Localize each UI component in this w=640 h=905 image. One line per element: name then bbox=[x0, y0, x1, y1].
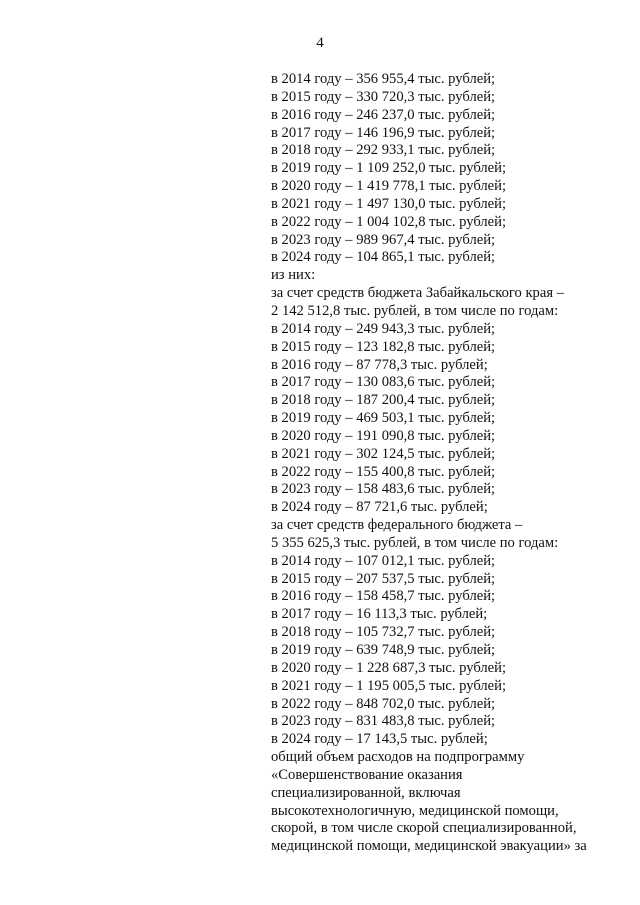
text-line: в 2017 году – 146 196,9 тыс. рублей; bbox=[271, 124, 496, 141]
text-line: за счет средств бюджета Забайкальского края – bbox=[271, 285, 564, 302]
text-line: специализированной, включая bbox=[271, 784, 461, 801]
text-line: медицинской помощи, медицинской эвакуации» за bbox=[271, 838, 587, 855]
text-line: в 2021 году – 302 124,5 тыс. рублей; bbox=[271, 445, 496, 462]
text-line: высокотехнологичную, медицинской помощи, bbox=[271, 802, 559, 819]
text-line: в 2016 году – 87 778,3 тыс. рублей; bbox=[271, 356, 488, 373]
text-line: в 2019 году – 469 503,1 тыс. рублей; bbox=[271, 410, 496, 427]
text-line: в 2020 году – 1 419 778,1 тыс. рублей; bbox=[271, 178, 507, 195]
text-line: в 2023 году – 989 967,4 тыс. рублей; bbox=[271, 231, 496, 248]
text-line: в 2022 году – 848 702,0 тыс. рублей; bbox=[271, 695, 496, 712]
text-line: в 2023 году – 831 483,8 тыс. рублей; bbox=[271, 713, 496, 730]
text-line: в 2024 году – 87 721,6 тыс. рублей; bbox=[271, 499, 488, 516]
text-line: в 2023 году – 158 483,6 тыс. рублей; bbox=[271, 481, 496, 498]
text-line: в 2022 году – 155 400,8 тыс. рублей; bbox=[271, 463, 496, 480]
text-line: в 2022 году – 1 004 102,8 тыс. рублей; bbox=[271, 213, 507, 230]
text-line: в 2024 году – 17 143,5 тыс. рублей; bbox=[271, 731, 488, 748]
text-line: в 2020 году – 1 228 687,3 тыс. рублей; bbox=[271, 659, 507, 676]
text-line: в 2017 году – 16 113,3 тыс. рублей; bbox=[271, 606, 488, 623]
text-line: в 2021 году – 1 497 130,0 тыс. рублей; bbox=[271, 195, 507, 212]
text-line: в 2018 году – 187 200,4 тыс. рублей; bbox=[271, 392, 496, 409]
text-line: в 2018 году – 105 732,7 тыс. рублей; bbox=[271, 624, 496, 641]
text-line: в 2015 году – 123 182,8 тыс. рублей; bbox=[271, 338, 496, 355]
text-line: в 2016 году – 246 237,0 тыс. рублей; bbox=[271, 106, 496, 123]
page-number: 4 bbox=[316, 35, 324, 51]
text-line: 5 355 625,3 тыс. рублей, в том числе по годам: bbox=[271, 534, 559, 551]
text-line: в 2014 году – 107 012,1 тыс. рублей; bbox=[271, 552, 496, 569]
text-line: в 2015 году – 330 720,3 тыс. рублей; bbox=[271, 88, 496, 105]
text-line: в 2014 году – 356 955,4 тыс. рублей; bbox=[271, 71, 496, 87]
text-line: в 2016 году – 158 458,7 тыс. рублей; bbox=[271, 588, 496, 605]
text-line: 2 142 512,8 тыс. рублей, в том числе по годам: bbox=[271, 302, 559, 319]
text-line: за счет средств федерального бюджета – bbox=[271, 517, 523, 534]
text-line: общий объем расходов на подпрограмму bbox=[271, 749, 525, 766]
text-line: скорой, в том числе скорой специализированной, bbox=[271, 820, 577, 837]
text-line: в 2019 году – 1 109 252,0 тыс. рублей; bbox=[271, 160, 507, 177]
text-line: «Совершенствование оказания bbox=[271, 766, 463, 783]
text-line: из них: bbox=[271, 267, 316, 284]
text-line: в 2019 году – 639 748,9 тыс. рублей; bbox=[271, 642, 496, 658]
text-line: в 2017 году – 130 083,6 тыс. рублей; bbox=[271, 374, 496, 391]
text-line: в 2015 году – 207 537,5 тыс. рублей; bbox=[271, 570, 496, 587]
text-line: в 2024 году – 104 865,1 тыс. рублей; bbox=[271, 249, 496, 266]
document-body bbox=[271, 71, 631, 856]
text-line: в 2021 году – 1 195 005,5 тыс. рублей; bbox=[271, 677, 507, 694]
text-line: в 2014 году – 249 943,3 тыс. рублей; bbox=[271, 320, 496, 337]
text-line: в 2018 году – 292 933,1 тыс. рублей; bbox=[271, 142, 496, 159]
text-line: в 2020 году – 191 090,8 тыс. рублей; bbox=[271, 427, 496, 444]
